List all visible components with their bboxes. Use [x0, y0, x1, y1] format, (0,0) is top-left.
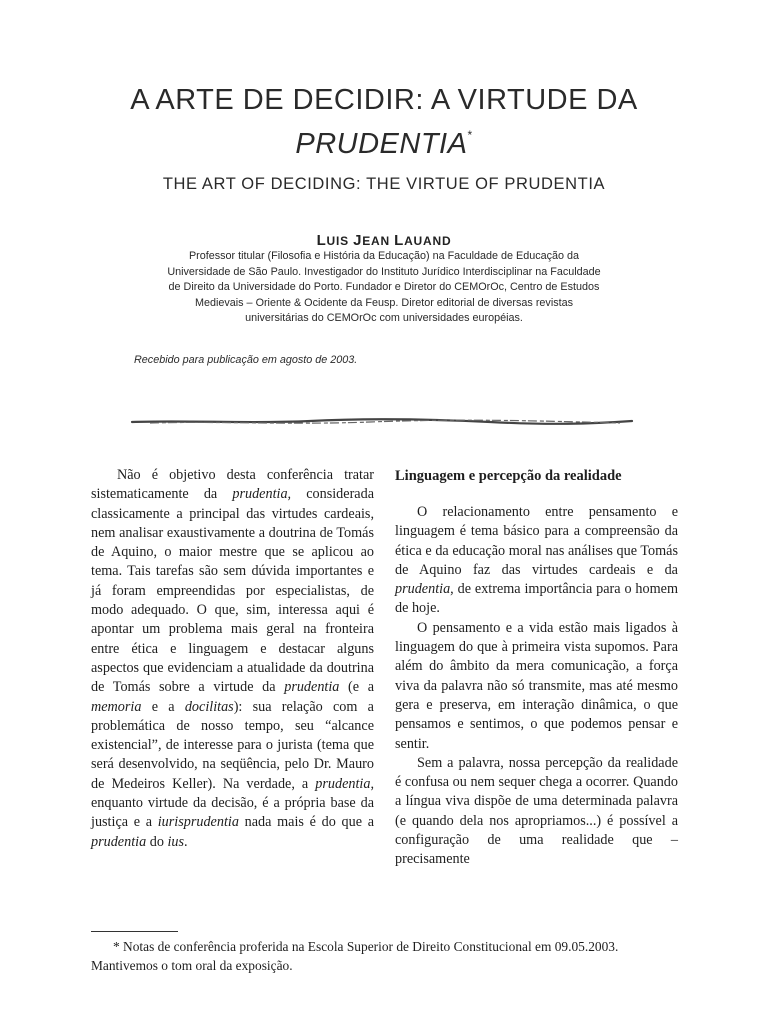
- footnote-marker[interactable]: *: [467, 128, 473, 142]
- footnote: [91, 938, 681, 975]
- left-column: [91, 466, 374, 852]
- footnote-line: * Notas de conferência proferida na Escola Superior de Direito Constitucional em 09.05.2003.: [113, 939, 619, 954]
- article-title-line-2: [0, 118, 768, 162]
- bio-line: Medievais – Oriente & Ocidente da Feusp. Diretor editorial de diversas revistas: [194, 296, 574, 309]
- intro-paragraph: Não é objetivo desta conferência tratar sistematicamente da prudentia, considerada classicamente a principal das virtudes cardeais, nem analisar exaustivamente a doutrina de Tomás de Aquino, o maior mestre que se aplicou ao tema. Tais tarefas são sem dúvida importantes e já foram empreendidas por especialistas, de modo adequado. O que, sim, interessa aqui é apontar um problema mais geral na fronteira entre ética e linguagem e destacar alguns aspectos que evidenciam a atualidade da doutrina de Tomás sobre a virtude da prudentia (e a memoria e a docilitas): sua relação com a problemática de nosso tempo, seu “alcance existencial”, de interesse para o jurista (tema que será desenvolvido, na seqüência, pelo Dr. Mauro de Medeiros Keller). Na verdade, a prudentia, enquanto virtude da decisão, é a própria base da justiça e a iurisprudentia nada mais é do que a prudentia do ius.: [91, 467, 374, 850]
- author-bio: [129, 249, 639, 327]
- bio-line: Professor titular (Filosofia e História da Educação) na Faculdade de Educação da: [188, 250, 580, 262]
- article-title-prudentia: PRUDENTIA: [295, 128, 468, 160]
- article-title-text: A ARTE DE DECIDIR: A VIRTUDE DA: [130, 84, 638, 116]
- article-title-line-1: [0, 83, 768, 118]
- footnote-rule: [91, 931, 178, 932]
- body-paragraph: O relacionamento entre pensamento e linguagem é tema básico para a compreensão da ética e da educação moral nas análises que Tomás de Aquino faz das virtudes cardeais e da prudentia, de extrema importância para o homem de hoje.: [395, 504, 678, 617]
- body-paragraph: Sem a palavra, nossa percepção da realidade é confusa ou nem sequer chega a ocorrer. Quando a língua viva dispõe de uma determinada palavra (e quando dela nos apropriamos...) é possível a configuração de uma realidade que – precisamente: [395, 754, 678, 868]
- footnote-line: Mantivemos o tom oral da exposição.: [91, 957, 293, 973]
- english-subtitle: THE ART OF DECIDING: THE VIRTUE OF PRUDENTIA: [162, 175, 606, 193]
- bio-line: universitárias do CEMOrOc com universidades européias.: [245, 312, 523, 324]
- bio-line: de Direito da Universidade do Porto. Fundador e Diretor do CEMOrOc, Centro de Estudos: [168, 281, 600, 293]
- received-date: Recebido para publicação em agosto de 2003.: [134, 354, 358, 366]
- body-paragraph: O pensamento e a vida estão mais ligados à linguagem do que à primeira vista supomos. Para além do âmbito da mera comunicação, a força viva da palavra não só transmite, mas até mesmo gera e preserva, em interação dinâmica, o que pensamos e sentimos, o que podemos pensar e sentir.: [395, 619, 678, 752]
- right-column: [395, 466, 678, 870]
- bio-line: Universidade de São Paulo. Investigador do Instituto Jurídico Interdisciplinar na Faculdade: [167, 265, 601, 278]
- section-heading: Linguagem e percepção da realidade: [395, 468, 622, 484]
- decorative-divider: [130, 415, 635, 429]
- author-name: LUIS JEAN LAUAND: [316, 232, 452, 249]
